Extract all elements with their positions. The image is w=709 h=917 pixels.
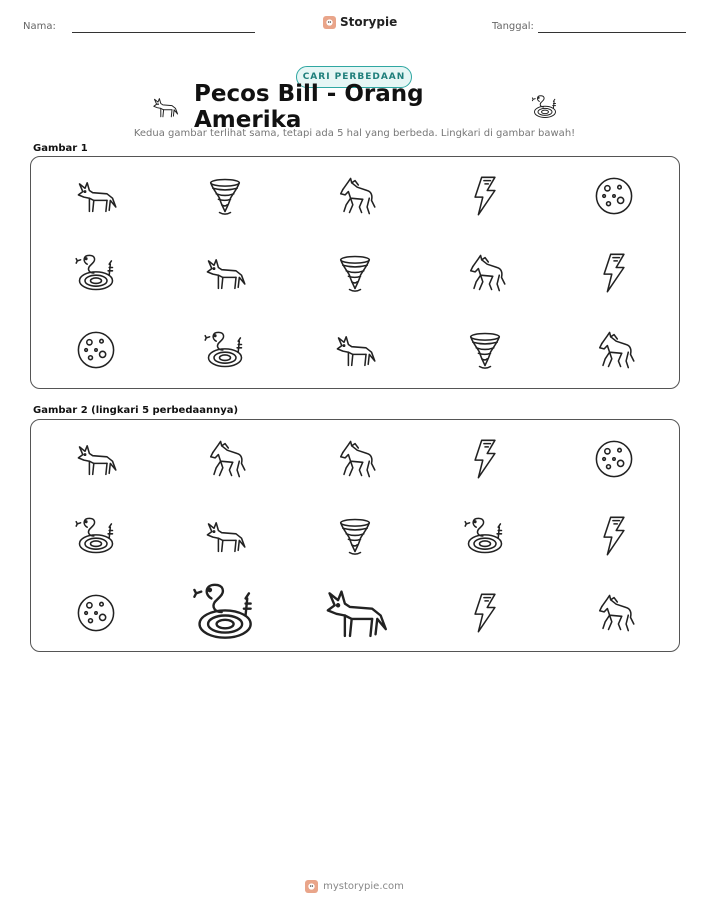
horse-icon (333, 437, 377, 481)
horse-icon (203, 437, 247, 481)
tornado-icon (333, 251, 377, 295)
tornado-icon (333, 514, 377, 558)
picture1-grid (31, 157, 679, 388)
lightning-icon (592, 251, 636, 295)
picture1-cell-r1-c1[interactable] (31, 157, 161, 234)
picture2-cell-r3-c5[interactable] (549, 574, 679, 651)
picture1-cell-r3-c5[interactable] (549, 311, 679, 388)
picture2-cell-r1-c2[interactable] (161, 420, 291, 497)
picture2-grid (31, 420, 679, 651)
picture2-cell-r1-c3[interactable] (290, 420, 420, 497)
name-line[interactable] (72, 32, 255, 33)
activity-badge: CARI PERBEDAAN (296, 66, 412, 88)
horse-icon (463, 251, 507, 295)
lightning-icon (463, 437, 507, 481)
picture2-cell-r3-c4[interactable] (420, 574, 550, 651)
picture1-cell-r2-c5[interactable] (549, 234, 679, 311)
picture1-label: Gambar 1 (33, 143, 88, 154)
picture1-cell-r3-c4[interactable] (420, 311, 550, 388)
picture2-cell-r2-c4[interactable] (420, 497, 550, 574)
picture2-cell-r3-c3[interactable] (290, 574, 420, 651)
moon-icon (74, 591, 118, 635)
rattlesnake-icon (530, 93, 560, 121)
snake-icon (203, 328, 247, 372)
picture1-cell-r2-c1[interactable] (31, 234, 161, 311)
moon-icon (74, 328, 118, 372)
picture1-cell-r1-c2[interactable] (161, 157, 291, 234)
page-title-row (150, 81, 560, 133)
picture1-cell-r2-c3[interactable] (290, 234, 420, 311)
horse-icon (592, 328, 636, 372)
lightning-icon (463, 174, 507, 218)
coyote-icon (150, 93, 180, 121)
picture2-cell-r1-c1[interactable] (31, 420, 161, 497)
brand-name: Storypie (340, 15, 398, 29)
picture2-cell-r2-c3[interactable] (290, 497, 420, 574)
coyote-icon (203, 251, 247, 295)
coyote-icon (74, 174, 118, 218)
picture1-cell-r1-c4[interactable] (420, 157, 550, 234)
picture2-cell-r2-c2[interactable] (161, 497, 291, 574)
lightning-icon (592, 514, 636, 558)
picture2-cell-r2-c1[interactable] (31, 497, 161, 574)
name-label: Nama: (23, 21, 56, 32)
picture1-cell-r3-c2[interactable] (161, 311, 291, 388)
horse-icon (333, 174, 377, 218)
picture1-cell-r3-c1[interactable] (31, 311, 161, 388)
snake-icon (74, 251, 118, 295)
picture1-cell-r3-c3[interactable] (290, 311, 420, 388)
picture1-cell-r2-c4[interactable] (420, 234, 550, 311)
coyote-icon (333, 328, 377, 372)
footer-logo-icon (305, 880, 318, 893)
picture2-label: Gambar 2 (lingkari 5 perbedaannya) (33, 405, 239, 416)
lightning-icon (463, 591, 507, 635)
picture2-cell-r2-c5[interactable] (549, 497, 679, 574)
picture2-cell-r1-c4[interactable] (420, 420, 550, 497)
moon-icon (592, 437, 636, 481)
moon-icon (592, 174, 636, 218)
picture1-cell-r1-c5[interactable] (549, 157, 679, 234)
date-line[interactable] (538, 32, 686, 33)
date-label: Tanggal: (492, 21, 534, 32)
snake-icon (74, 514, 118, 558)
picture1-panel (30, 156, 680, 389)
picture2-cell-r1-c5[interactable] (549, 420, 679, 497)
coyote-icon (74, 437, 118, 481)
picture1-cell-r1-c3[interactable] (290, 157, 420, 234)
snake-icon (191, 578, 259, 646)
coyote-icon (203, 514, 247, 558)
instructions: Kedua gambar terlihat sama, tetapi ada 5 hal yang berbeda. Lingkari di gambar bawah! (133, 128, 576, 139)
picture2-panel (30, 419, 680, 652)
snake-icon (463, 514, 507, 558)
coyote-icon (321, 578, 389, 646)
horse-icon (592, 591, 636, 635)
footer (0, 880, 709, 893)
picture1-cell-r2-c2[interactable] (161, 234, 291, 311)
storypie-logo-icon (323, 16, 336, 29)
tornado-icon (463, 328, 507, 372)
picture2-cell-r3-c2[interactable] (161, 574, 291, 651)
page-title: Pecos Bill - Orang Amerika (194, 81, 424, 133)
footer-url[interactable]: mystorypie.com (323, 881, 404, 892)
brand-logo (323, 15, 397, 29)
picture2-cell-r3-c1[interactable] (31, 574, 161, 651)
tornado-icon (203, 174, 247, 218)
